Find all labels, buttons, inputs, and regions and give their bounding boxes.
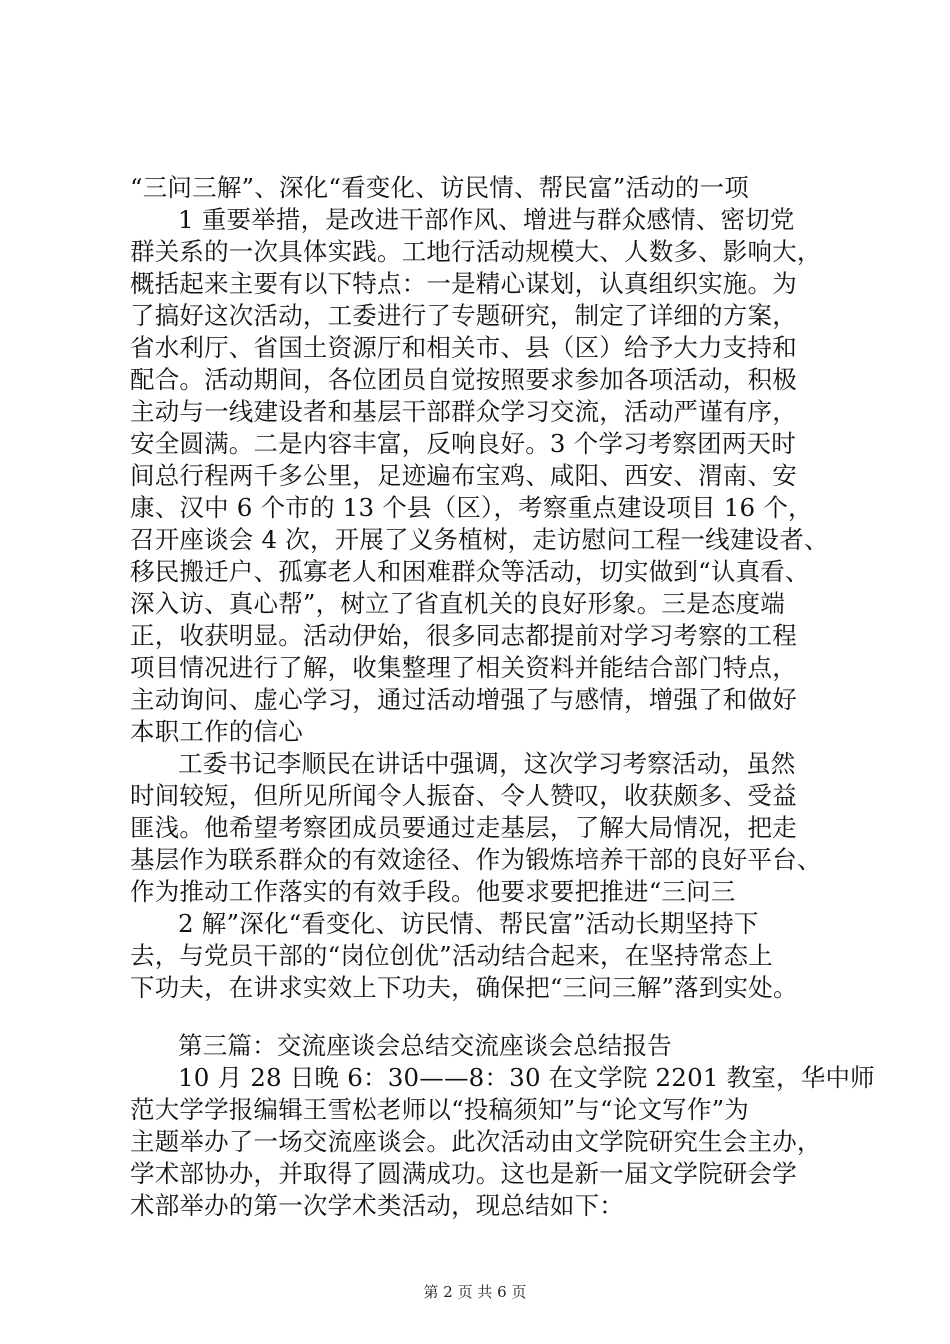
section-line: 术部举办的第一次学术类活动，现总结如下：	[130, 1191, 624, 1220]
body-line: 时间较短，但所见所闻令人振奋、令人赞叹，收获颇多、受益	[130, 781, 797, 810]
page-number-footer: 第 2 页 共 6 页	[423, 1283, 527, 1301]
body-line: 配合。活动期间，各位团员自觉按照要求参加各项活动，积极	[130, 365, 797, 394]
body-line: 基层作为联系群众的有效途径、作为锻炼培养干部的良好平台、	[130, 845, 822, 874]
section-line: 10 月 28 日晚 6：30——8：30 在文学院 2201 教室，华中师	[178, 1063, 875, 1092]
body-line: 本职工作的信心	[130, 717, 303, 746]
section-line: 主题举办了一场交流座谈会。此次活动由文学院研究生会主办，	[130, 1127, 822, 1156]
body-line: 召开座谈会 4 次，开展了义务植树，走访慰问工程一线建设者、	[130, 525, 829, 554]
body-line: 项目情况进行了解，收集整理了相关资料并能结合部门特点，	[130, 653, 797, 682]
body-line: 1 重要举措，是改进干部作风、增进与群众感情、密切党	[178, 205, 795, 234]
body-line: 主动与一线建设者和基层干部群众学习交流，活动严谨有序，	[130, 397, 797, 426]
body-line: 省水利厅、省国土资源厅和相关市、县（区）给予大力支持和	[130, 333, 797, 362]
body-line: 正，收获明显。活动伊始，很多同志都提前对学习考察的工程	[130, 621, 797, 650]
body-line: 深入访、真心帮”，树立了省直机关的良好形象。三是态度端	[130, 589, 785, 618]
body-line: “三问三解”、深化“看变化、访民情、帮民富”活动的一项	[130, 173, 749, 202]
body-line: 康、汉中 6 个市的 13 个县（区），考察重点建设项目 16 个，	[130, 493, 813, 522]
body-line: 间总行程两千多公里，足迹遍布宝鸡、咸阳、西安、渭南、安	[130, 461, 797, 490]
body-line: 概括起来主要有以下特点：一是精心谋划，认真组织实施。为	[130, 269, 797, 298]
body-line: 了搞好这次活动，工委进行了专题研究，制定了详细的方案，	[130, 301, 797, 330]
body-line: 作为推动工作落实的有效手段。他要求要把推进“三问三	[130, 877, 736, 906]
body-line: 去，与党员干部的“岗位创优”活动结合起来，在坚持常态上	[130, 941, 773, 970]
body-line: 主动询问、虚心学习，通过活动增强了与感情，增强了和做好	[130, 685, 797, 714]
body-line: 工委书记李顺民在讲话中强调，这次学习考察活动，虽然	[178, 749, 796, 778]
body-line: 匪浅。他希望考察团成员要通过走基层，了解大局情况，把走	[130, 813, 797, 842]
section-heading: 第三篇：交流座谈会总结交流座谈会总结报告	[178, 1031, 672, 1060]
body-line: 下功夫，在讲求实效上下功夫，确保把“三问三解”落到实处。	[130, 973, 798, 1002]
body-line: 安全圆满。二是内容丰富，反响良好。3 个学习考察团两天时	[130, 429, 796, 458]
body-line: 2 解”深化“看变化、访民情、帮民富”活动长期坚持下	[178, 909, 759, 938]
body-line: 群关系的一次具体实践。工地行活动规模大、人数多、影响大，	[130, 237, 822, 266]
section-line: 学术部协办，并取得了圆满成功。这也是新一届文学院研会学	[130, 1159, 797, 1188]
section-line: 范大学学报编辑王雪松老师以“投稿须知”与“论文写作”为	[130, 1095, 749, 1124]
body-line: 移民搬迁户、孤寡老人和困难群众等活动，切实做到“认真看、	[130, 557, 810, 586]
